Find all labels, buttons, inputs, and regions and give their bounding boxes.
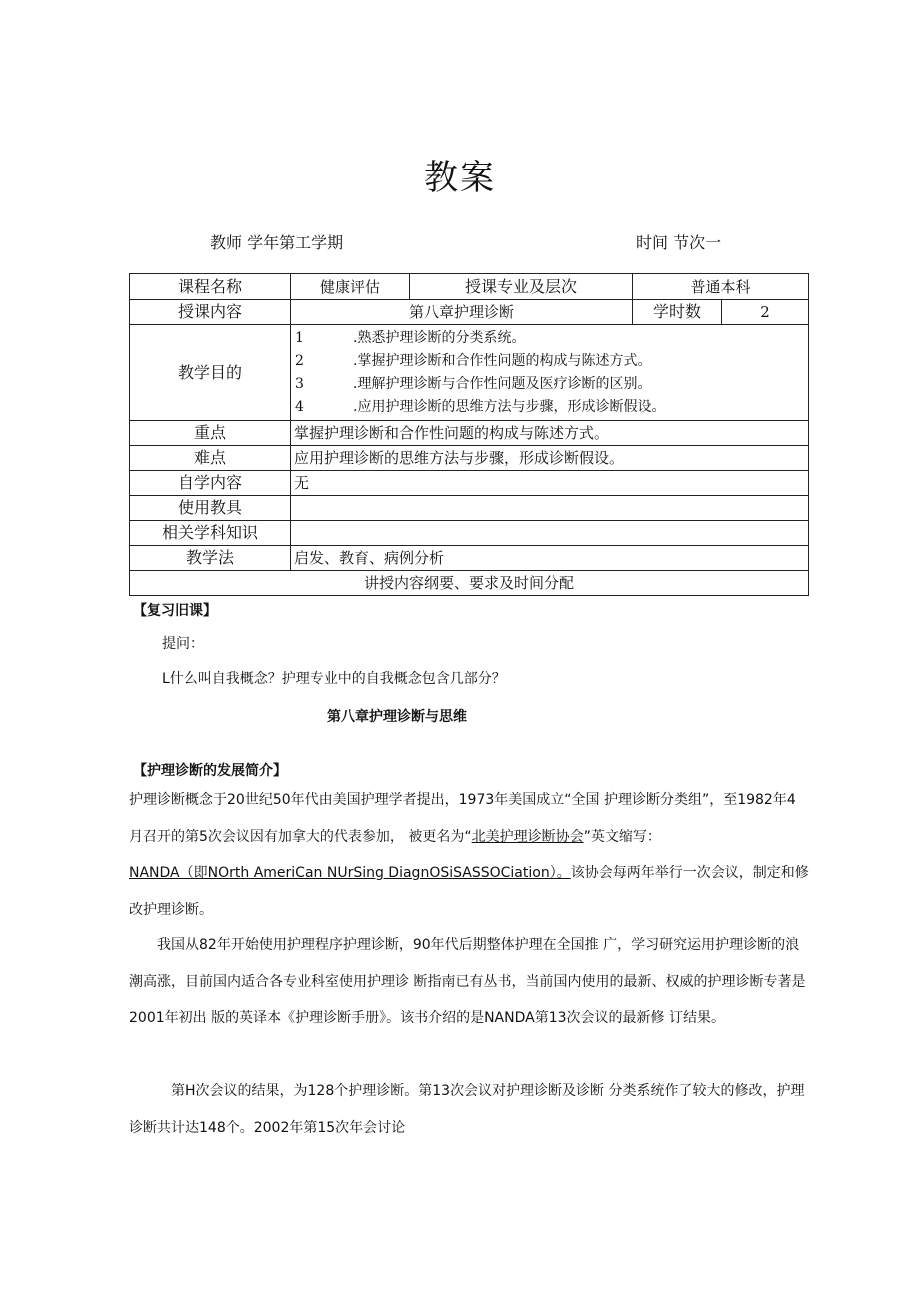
outline-heading: 讲授内容纲要、要求及时间分配 — [130, 571, 809, 596]
nanda-cn-link: 北美护理诊断协会 — [471, 828, 584, 845]
row-method — [130, 546, 809, 571]
method-value: 启发、教育、病例分析 — [291, 546, 809, 571]
key-label: 重点 — [130, 421, 291, 446]
document-title: 教案 — [424, 158, 496, 198]
hours-label: 学时数 — [633, 300, 722, 325]
row-content — [130, 300, 809, 325]
row-course-name — [130, 274, 809, 300]
self-study-label: 自学内容 — [130, 471, 291, 496]
related-label: 相关学科知识 — [130, 521, 291, 546]
row-difficulty — [130, 446, 809, 471]
method-label: 教学法 — [130, 546, 291, 571]
goal-item: 1 .熟悉护理诊断的分类系统。 — [295, 330, 526, 346]
content-value: 第八章护理诊断 — [291, 300, 633, 325]
chapter-title: 第八章护理诊断与思维 — [327, 709, 467, 725]
goals-label: 教学目的 — [130, 325, 291, 421]
row-self-study — [130, 471, 809, 496]
intro-paragraph-2: 我国从82年开始使用护理程序护理诊断，90年代后期整体护理在全国推 广，学习研究运用护理诊断的浪潮高涨，目前国内适合各专业科室使用护理诊 断指南已有丛书，当前国内使用的最新、权威的护理诊断专著是2001年初出 版的英译本《护理诊断手册》。该书介绍的是NANDA第13次会议的最新修 订结果。 — [129, 937, 806, 1026]
hours-value: 2 — [722, 300, 809, 325]
content-label: 授课内容 — [130, 300, 291, 325]
tools-value — [291, 496, 809, 521]
related-value — [291, 521, 809, 546]
nanda-abbreviation: NANDA（即NOrth AmeriCan NUrSing DiagnOSiSASSOCiation）。 — [129, 865, 571, 881]
tools-label: 使用教具 — [130, 496, 291, 521]
goal-item: 4 .应用护理诊断的思维方法与步骤，形成诊断假设。 — [295, 399, 666, 415]
row-tools — [130, 496, 809, 521]
goal-item: 2 .掌握护理诊断和合作性问题的构成与陈述方式。 — [295, 353, 652, 369]
review-heading: 【复习旧课】 — [133, 603, 217, 619]
key-value: 掌握护理诊断和合作性问题的构成与陈述方式。 — [291, 421, 809, 446]
goal-item: 3 .理解护理诊断与合作性问题及医疗诊断的区别。 — [295, 376, 652, 392]
major-value: 普通本科 — [633, 274, 809, 300]
goals-list — [291, 325, 809, 421]
major-label: 授课专业及层次 — [410, 274, 633, 300]
intro-paragraph-3: 第H次会议的结果，为128个护理诊断。第13次会议对护理诊断及诊断 分类系统作了较大的修改，护理诊断共计达148个。2002年第15次年会讨论 — [129, 1083, 805, 1136]
header-teacher-term: 教师 学年第工学期 — [210, 233, 344, 252]
review-question: L什么叫自我概念？护理专业中的自我概念包含几部分？ — [162, 671, 506, 687]
course-name-value: 健康评估 — [291, 274, 410, 300]
intro-paragraph-1: 护理诊断概念于20世纪50年代由美国护理学者提出，1973年美国成立“全国 护理诊断分类组”，至1982年4月召开的第5次会议因有加拿大的代表参加， 被更名为“北美护理诊断协会”英文缩写： NANDA（即NOrth AmeriCan NUrSing DiagnOSiSASSOCiation）。该协会每两年举行一次会议，制定和修改护理诊断。 — [129, 792, 809, 918]
lesson-plan-table — [129, 273, 809, 596]
difficulty-label: 难点 — [130, 446, 291, 471]
difficulty-value: 应用护理诊断的思维方法与步骤，形成诊断假设。 — [291, 446, 809, 471]
row-goals — [130, 325, 809, 421]
header-time-period: 时间 节次一 — [636, 233, 722, 252]
intro-heading: 【护理诊断的发展简介】 — [133, 763, 287, 779]
row-related — [130, 521, 809, 546]
row-outline — [130, 571, 809, 596]
course-name-label: 课程名称 — [130, 274, 291, 300]
row-key-point — [130, 421, 809, 446]
self-study-value: 无 — [291, 471, 809, 496]
review-ask: 提问： — [162, 636, 204, 652]
